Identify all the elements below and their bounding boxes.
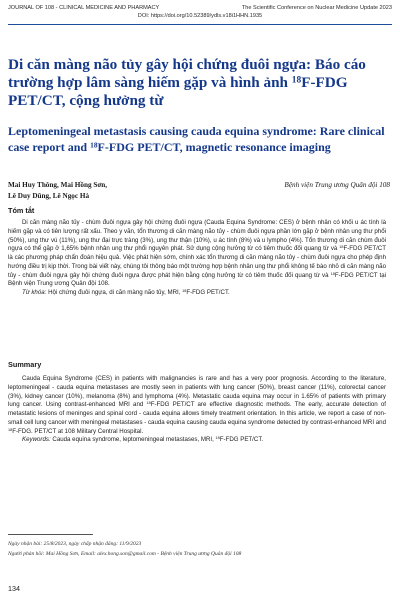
footnote-dates: Ngày nhận bài: 25/8/2023, ngày chấp nhận đăng: 11/9/2023 bbox=[8, 541, 142, 547]
page-number: 134 bbox=[8, 584, 20, 593]
keywords-vi: Từ khóa: Hội chứng đuôi ngựa, di căn màng não tủy, MRI, $^{18}$F-FDG PET/CT. bbox=[22, 289, 230, 296]
authors-line-1: Mai Huy Thông, Mai Hồng Sơn, bbox=[8, 181, 108, 189]
footnote-rule bbox=[8, 534, 93, 535]
abstract-english bbox=[8, 375, 386, 445]
authors-line-2: Lê Duy Dũng, Lê Ngọc Hà bbox=[8, 192, 90, 200]
abstract-en-heading: Summary bbox=[8, 360, 42, 369]
abstract-vi-heading: Tóm tắt bbox=[8, 206, 35, 215]
abstract-vietnamese bbox=[8, 219, 386, 298]
author-list bbox=[8, 180, 178, 202]
affiliation: Bệnh viện Trung ương Quân đội 108 bbox=[284, 181, 390, 189]
journal-name: JOURNAL OF 108 - CLINICAL MEDICINE AND PHARMACY bbox=[8, 5, 160, 11]
title-english: Leptomeningeal metastasis causing cauda equina syndrome: Rare clinical case report and $^{18}$F-FDG PET/CT, magnetic resonance imaging bbox=[8, 124, 385, 154]
abstract-vi-body: Di căn màng não tủy - chùm đuôi ngựa gây hội chứng đuôi ngựa (Cauda Equina Syndrome: CES) ở bệnh nhân có khối u ác tính là hiếm gặp và có tiên lượng rất xấu. Theo y văn, tổn thương di căn màng não tủy - chùm đuôi ngựa phần lớn gặp ở bệnh nhân ung thư phổi (50%), ung thư vú (11%), ung thư đại trực tràng (3%), ung thư thận (10%), u ác tính (8%) và u lympho (4%). Tổn thương di căn chùm đuôi ngựa có thể gặp ở 1,65% bệnh nhân ung thư phổi nguyên phát. Sử dụng cộng hưởng từ có tiêm thuốc đối quang từ và $^{18}$F-FDG PET/CT là các phương pháp chẩn đoán hiệu quả. Việc phát hiện sớm, chính xác tổn thương di căn màng não tủy - chùm đuôi ngựa cho phép định hướng điều trị kịp thời. Trong bài viết này, chúng tôi thông báo một trường hợp bệnh nhân ung thư phổi không tế bào nhỏ di căn màng não tủy - chùm đuôi ngựa gây hội chứng đuôi ngựa được phát hiện bằng cộng hưởng từ có tiêm thuốc đối quang từ và $^{18}$F-FDG PET/CT tại Bệnh viện Trung ương Quân đội 108. bbox=[8, 219, 386, 288]
footnote-corresponding: Người phản hồi: Mai Hồng Sơn, Email: alex.hong.son@gmail.com - Bệnh viện Trung ương Quân đội 108 bbox=[8, 551, 242, 557]
header-rule bbox=[8, 24, 392, 25]
keywords-en: Keywords: Cauda equina syndrome, leptomeningeal metastases, MRI, $^{18}$F-FDG PET/CT. bbox=[22, 436, 264, 444]
abstract-en-body: Cauda Equina Syndrome (CES) in patients with malignancies is rare and has a very poor prognosis. According to the literature, leptomeningeal - cauda equina metastases are mostly seen in patients with lung cancer (50%), breast cancer (11%), colorectal cancer (3%), kidney cancer (10%), melanoma (8%) and lymphoma (4%). Metastatic cauda equina may occur in 1.65% of patients with primary lung cancer. Using contrast-enhanced MRI and $^{18}$F-FDG PET/CT are effective diagnostic methods. The early, accurate detection of metastatic lesions of meninges and spinal cord - cauda equina allows timely treatment orientation. In this article, we report a case of non-small cell lung cancer with meningeal metastases - cauda equina causing cauda equina syndrome detected by contrast-enhanced MRI and $^{18}$F-FDG. PET/CT at 108 Military Central Hospital. bbox=[8, 375, 386, 435]
running-header bbox=[8, 5, 392, 19]
title-vietnamese: Di căn màng não tủy gây hội chứng đuôi ngựa: Báo cáo trường hợp lâm sàng hiếm gặp và hình ảnh $^{18}$F-FDG PET/CT, cộng hưởng từ bbox=[8, 56, 366, 109]
doi-link[interactable]: DOI: https://doi.org/10.52389/ydls.v18i1HHN.1935 bbox=[137, 13, 263, 19]
conference-name: The Scientific Conference on Nuclear Medicine Update 2023 bbox=[241, 5, 392, 11]
